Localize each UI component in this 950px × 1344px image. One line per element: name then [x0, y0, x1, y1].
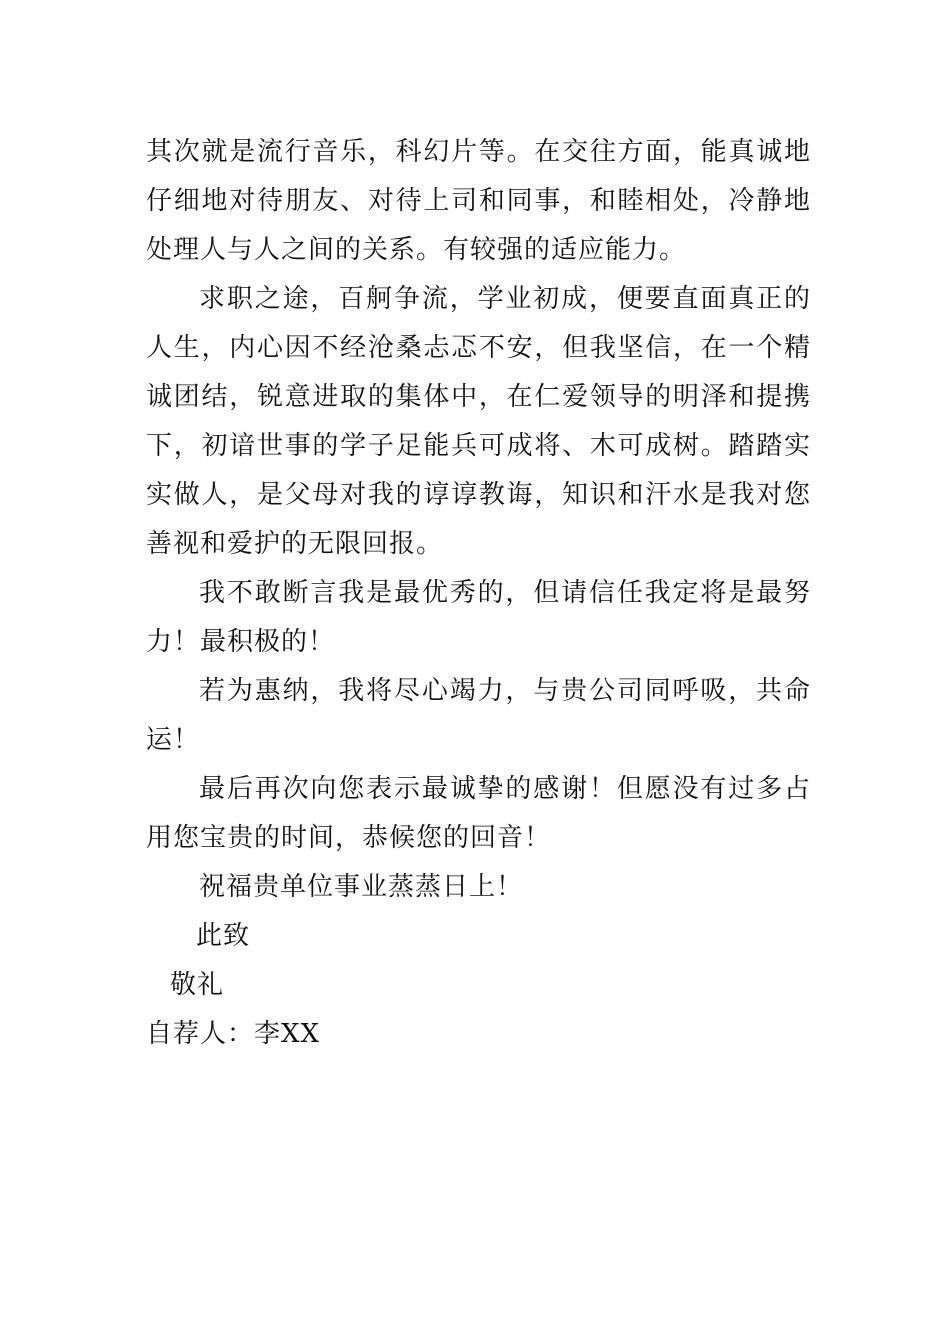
salutation-line: 敬礼: [170, 970, 225, 1000]
letter-body: [146, 128, 811, 1059]
paragraph-acceptance: 若为惠纳，我将尽心竭力，与贵公司同呼吸，共命运！: [146, 676, 811, 755]
closing-line: 此致: [196, 921, 251, 951]
signature-line: 自荐人：李XX: [146, 1019, 321, 1049]
paragraph-job-seeking: 求职之途，百舸争流，学业初成，便要直面真正的人生，内心因不经沧桑忐忑不安，但我坚信，在一个精诚团结，锐意进取的集体中，在仁爱领导的明泽和提携下，初谙世事的学子足能兵可成将、木可成树。踏踏实实做人，是父母对我的谆谆教诲，知识和汗水是我对您善视和爱护的无限回报。: [146, 284, 811, 559]
paragraph-wishes: 祝福贵单位事业蒸蒸日上！: [199, 872, 524, 902]
paragraph-hobbies: 其次就是流行音乐，科幻片等。在交往方面，能真诚地仔细地对待朋友、对待上司和同事，和睦相处，冷静地处理人与人之间的关系。有较强的适应能力。: [146, 137, 811, 265]
paragraph-thanks: 最后再次向您表示最诚挚的感谢！但愿没有过多占用您宝贵的时间，恭候您的回音！: [146, 774, 811, 853]
paragraph-commitment: 我不敢断言我是最优秀的，但请信任我定将是最努力！最积极的！: [146, 578, 811, 657]
